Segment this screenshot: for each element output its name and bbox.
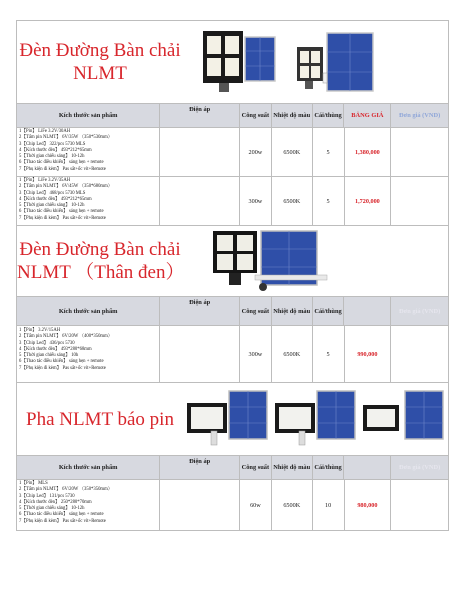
col-header-price [344,456,391,479]
unit-price-cell [391,326,448,382]
col-header-price [344,297,391,325]
price-list-page [16,20,449,531]
col-header-spec: Kích thước sản phẩm [17,456,160,479]
col-header-unit-price: Đơn giá (VND) [399,464,441,471]
col-header-temp: Nhiệt độ màu [272,456,313,479]
spec-line: 3【Chip Led】 436/pcs 5730 [19,340,75,346]
spec-line: 7【Phụ kiện đi kèm】 Pas sắt+ốc vít+Remote [19,518,106,524]
col-header-voltage: Điện áp [160,104,240,127]
spec-line: 6【Thao tác điều khiển】 sáng hẹn + remote [19,209,104,215]
power-cell: 300w [240,177,272,225]
temp-cell: 6500K [272,177,313,225]
unit-price-cell [391,128,448,176]
power-cell: 300w [240,326,272,382]
section-title: Pha NLMT báo pin [26,408,174,430]
col-header-unit-price: Đơn giá (VND) [399,307,441,315]
product-images [183,227,373,295]
spec-line: 1【Pin】 MLS [19,481,48,486]
spec-line: 1【Pin】 LiFe 3.2V/30AH [19,129,71,134]
spec-line: 5【Thời gian chiếu sáng】 10h [19,353,79,359]
voltage-cell [160,128,240,176]
spec-line: 6【Thao tác điều khiển】 sáng hẹn + remote [19,160,104,166]
spec-line: 7【Phụ kiện đi kèm】 Pas sắt+ốc vít+Remote [19,365,106,371]
col-header-box: Cái/thùng [313,104,345,127]
col-header-power: Công suất [240,104,272,127]
table-row [17,128,448,177]
spec-cell [17,326,160,382]
col-header-voltage: Điện áp [160,297,240,325]
street-light-image [183,27,279,97]
col-header-power: Công suất [240,297,272,325]
power-cell: 60w [240,480,272,530]
table-header [17,456,448,480]
col-header-box: Cái/thùng [313,297,345,325]
unit-price-cell [391,480,448,530]
section-title: Đèn Đường Bàn chải NLMT [19,40,181,84]
spec-line: 7【Phụ kiện đi kèm】 Pas sắt+ốc vít+Remote [19,166,106,172]
voltage-cell [160,326,240,382]
table-header [17,297,448,326]
product-images [183,27,389,97]
section-street-light-black [16,226,449,383]
voltage-cell [160,480,240,530]
price-cell: 990,000 [345,326,392,382]
price-cell: 1,380,000 [345,128,392,176]
table-row [17,480,448,530]
col-header-price: BẢNG GIÁ [344,104,391,127]
col-header-voltage: Điện áp [160,456,240,479]
section-title: Đèn Đường Bàn chải NLMT （Thân đen） [17,239,185,283]
spec-line: 2【Tấm pin NLMT】 6V/20W （350*350mm） [19,487,113,493]
box-cell: 5 [313,128,345,176]
spec-line: 1【Pin】 3.2V/15AH [19,328,61,333]
temp-cell: 6500K [272,128,313,176]
product-images [183,387,447,451]
section-street-light [16,20,449,226]
spec-line: 3【Chip Led】 468/pcs 5730 MLS [19,190,86,196]
spec-line: 3【Chip Led】 322/pcs 5730 MLS [19,141,86,147]
col-header-unit-price: Đơn giá (VND) [399,112,441,119]
spec-line: 2【Tấm pin NLMT】 6V/35W （350*530mm） [19,135,113,141]
spec-line: 2【Tấm pin NLMT】 6V/20W （400*350mm） [19,334,113,340]
table-header [17,104,448,128]
temp-cell: 6500K [272,326,313,382]
section-header [17,383,448,456]
spec-line: 4【Kích thước đèn】 493*212*65mm [19,196,92,202]
spec-line: 4【Kích thước đèn】 493*212*65mm [19,147,92,153]
table-row [17,326,448,382]
temp-cell: 6500K [272,480,313,530]
spec-cell [17,177,160,225]
col-header-temp: Nhiệt độ màu [272,297,313,325]
black-street-light-image [183,227,373,295]
spec-line: 2【Tấm pin NLMT】 6V/45W （350*680mm） [19,184,113,190]
spec-cell [17,128,160,176]
col-header-power: Công suất [240,456,272,479]
spec-line: 5【Thời gian chiếu sáng】 10-12h [19,506,85,512]
col-header-box: Cái/thùng [313,456,345,479]
spec-line: 4【Kích thước đèn】 250*280*70mm [19,499,92,505]
spec-line: 7【Phụ kiện đi kèm】 Pas sắt+ốc vít+Remote [19,215,106,221]
spec-line: 6【Thao tác điều khiển】 sáng hẹn + remote [19,512,104,518]
flood-light-image-2 [271,387,359,451]
box-cell: 5 [313,326,345,382]
flood-light-image-3 [359,387,447,451]
street-light-kit-image [279,27,389,97]
section-header [17,21,448,104]
price-cell: 980,000 [345,480,392,530]
spec-line: 4【Kích thước đèn】 493*280*68mm [19,346,92,352]
flood-light-image [183,387,271,451]
spec-line: 5【Thời gian chiếu sáng】 10-12h [19,154,85,160]
section-header [17,226,448,297]
spec-line: 6【Thao tác điều khiển】 sáng hẹn + remote [19,359,104,365]
table-row [17,177,448,225]
price-cell: 1,720,000 [345,177,392,225]
col-header-spec: Kích thước sản phẩm [17,104,160,127]
spec-line: 3【Chip Led】 131/pcs 5730 [19,493,75,499]
spec-line: 5【Thời gian chiếu sáng】 10-12h [19,203,85,209]
spec-cell [17,480,160,530]
spec-line: 1【Pin】 LiFe 3.2V/35AH [19,178,71,183]
col-header-temp: Nhiệt độ màu [272,104,313,127]
box-cell: 5 [313,177,345,225]
col-header-spec: Kích thước sản phẩm [17,297,160,325]
box-cell: 10 [313,480,345,530]
unit-price-cell [391,177,448,225]
section-flood-light [16,383,449,531]
power-cell: 200w [240,128,272,176]
voltage-cell [160,177,240,225]
